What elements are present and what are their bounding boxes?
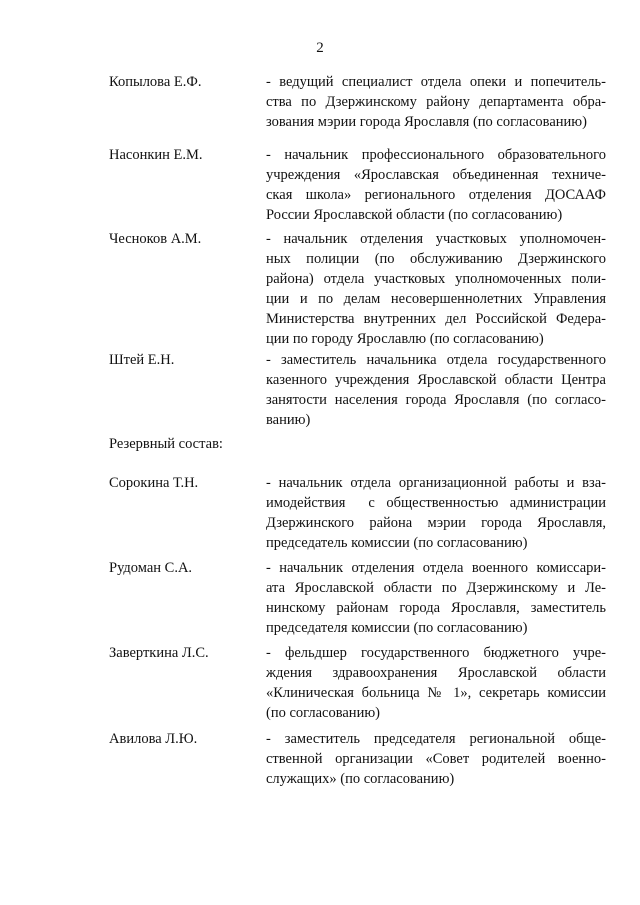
member-description [266,729,606,789]
member-name: Чесноков А.М. [109,231,202,247]
description-line: России Ярославской области (по согласованию) [266,207,563,223]
description-line: - начальник отделения участковых уполномочен- [266,231,606,247]
member-name: Авилова Л.Ю. [109,731,198,747]
description-line: занятости населения города Ярославля (по согласо- [266,392,606,408]
member-name: Насонкин Е.М. [109,147,203,163]
description-line: казенного учреждения Ярославской области Центра [266,372,606,388]
description-line: председатель комиссии (по согласованию) [266,535,528,551]
description-line: ванию) [266,412,311,428]
member-description [266,558,606,638]
description-line: ственной организации «Совет родителей военно- [266,751,606,767]
member-description [266,145,606,225]
member-description [266,229,606,349]
member-name: Штей Е.Н. [109,352,175,368]
description-line: имодействия с общественностью администрации [266,495,606,511]
description-line: ства по Дзержинскому району департамента обра- [266,94,606,110]
description-line: - заместитель председателя региональной обще- [266,731,606,747]
reserve-heading: Резервный состав: [109,436,223,452]
description-line: ская школа» регионального отделения ДОСААФ [266,187,606,203]
description-line: - заместитель начальника отдела государственного [266,352,606,368]
description-line: зования мэрии города Ярославля (по согласованию) [266,114,587,130]
description-line: Дзержинского района мэрии города Ярославля, [266,515,606,531]
description-line: - фельдшер государственного бюджетного учре- [266,645,606,661]
description-line: (по согласованию) [266,705,380,721]
description-line: Министерства внутренних дел Российской Федера- [266,311,606,327]
member-description [266,473,606,553]
description-line: ции по городу Ярославлю (по согласованию) [266,331,544,347]
description-line: председателя комиссии (по согласованию) [266,620,528,636]
description-line: - начальник отделения отдела военного комиссари- [266,560,606,576]
description-line: учреждения «Ярославская объединенная техниче- [266,167,606,183]
description-line: нинскому районам города Ярославля, заместитель [266,600,606,616]
description-line: - ведущий специалист отдела опеки и попечитель- [266,74,606,90]
member-name: Сорокина Т.Н. [109,475,199,491]
description-line: ных полиции (по обслуживанию Дзержинского [266,251,606,267]
description-line: служащих» (по согласованию) [266,771,455,787]
member-name: Рудоман С.А. [109,560,193,576]
member-description [266,350,606,430]
member-name: Заверткина Л.С. [109,645,209,661]
description-line: «Клиническая больница № 1», секретарь комиссии [266,685,606,701]
description-line: ции и по делам несовершеннолетних Управления [266,291,606,307]
member-name: Копылова Е.Ф. [109,74,202,90]
member-description [266,72,606,132]
description-line: района) отдела участковых уполномоченных поли- [266,271,606,287]
description-line: - начальник профессионального образовательного [266,147,606,163]
description-line: ждения здравоохранения Ярославской области [266,665,606,681]
description-line: - начальник отдела организационной работы и вза- [266,475,606,491]
member-description [266,643,606,723]
page-number: 2 [316,40,324,56]
description-line: ата Ярославской области по Дзержинскому и Ле- [266,580,606,596]
